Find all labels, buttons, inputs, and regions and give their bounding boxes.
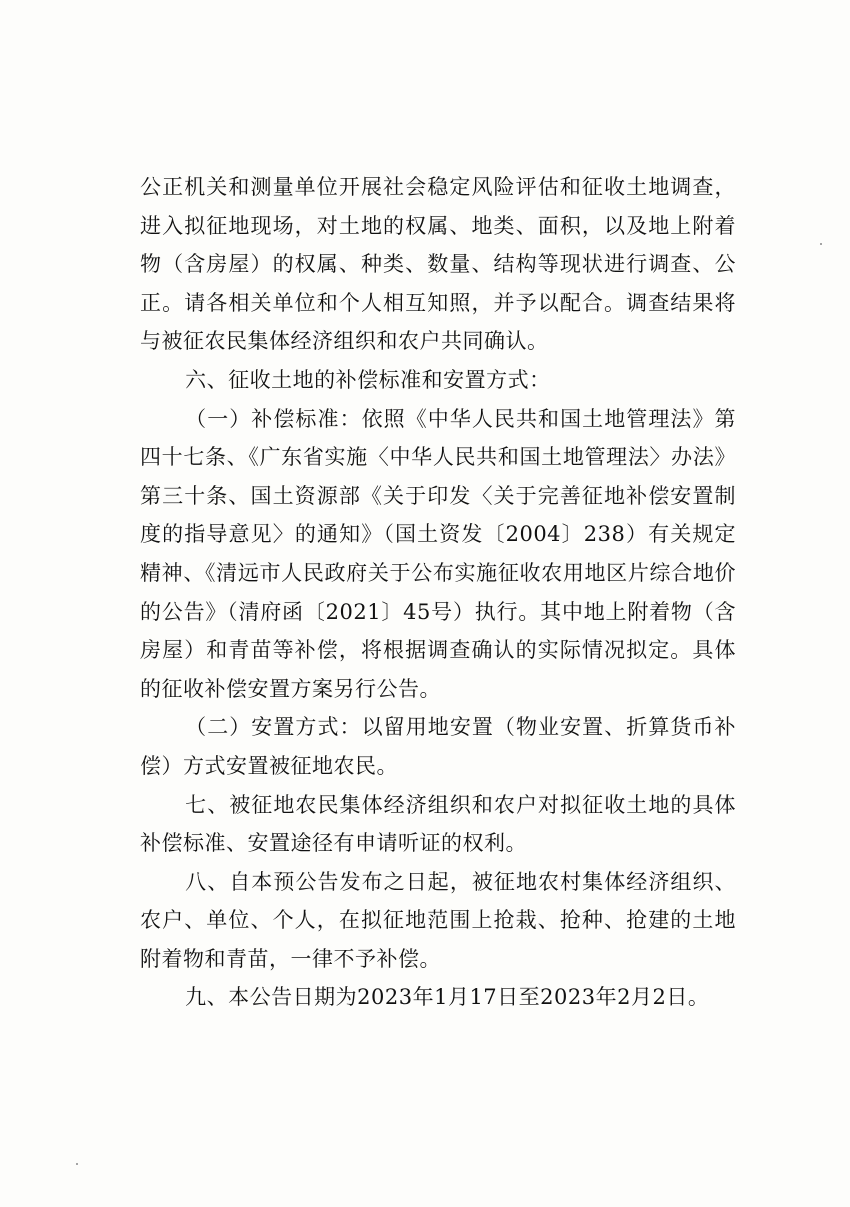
paragraph-section-9-notice-period: 九、本公告日期为2023年1月17日至2023年2月2日。: [185, 985, 710, 1010]
paragraph-resettlement-method: （二）安置方式：以留用地安置（物业安置、折算货币补偿）方式安置被征地农民。: [140, 715, 736, 778]
paragraph-section-7-hearing-right: 七、被征地农民集体经济组织和农户对拟征收土地的具体补偿标准、安置途径有申请听证的权利。: [140, 792, 736, 856]
paragraph-compensation-standard: （一）补偿标准：依照《中华人民共和国土地管理法》第四十七条、《广东省实施〈中华人民共和国土地管理法〉办法》第三十条、国土资源部《关于印发〈关于完善征地补偿安置制度的指导意见〉的通知》（国土资发〔2004〕238）有关规定精神、《清远市人民政府关于公布实施征收农用地区片综合地价的公告》（清府函〔2021〕45号）执行。其中地上附着物（含房屋）和青苗等补偿，将根据调查确认的实际情况拟定。具体的征收补偿安置方案另行公告。: [140, 406, 736, 701]
paragraph-section-6-heading: 六、征收土地的补偿标准和安置方式：: [185, 367, 551, 392]
scan-speck: [76, 1163, 78, 1165]
document-body: [140, 168, 736, 1017]
paragraph-section-8-no-compensation: 八、自本预公告发布之日起，被征地农村集体经济组织、农户、单位、个人，在拟征地范围上抢栽、抢种、抢建的土地附着物和青苗，一律不予补偿。: [140, 869, 736, 971]
scan-speck: [820, 243, 822, 245]
paragraph-continuation: 公正机关和测量单位开展社会稳定风险评估和征收土地调查，进入拟征地现场，对土地的权属、地类、面积，以及地上附着物（含房屋）的权属、种类、数量、结构等现状进行调查、公正。请各相关单位和个人相互知照，并予以配合。调查结果将与被征农民集体经济组织和农户共同确认。: [140, 175, 736, 354]
